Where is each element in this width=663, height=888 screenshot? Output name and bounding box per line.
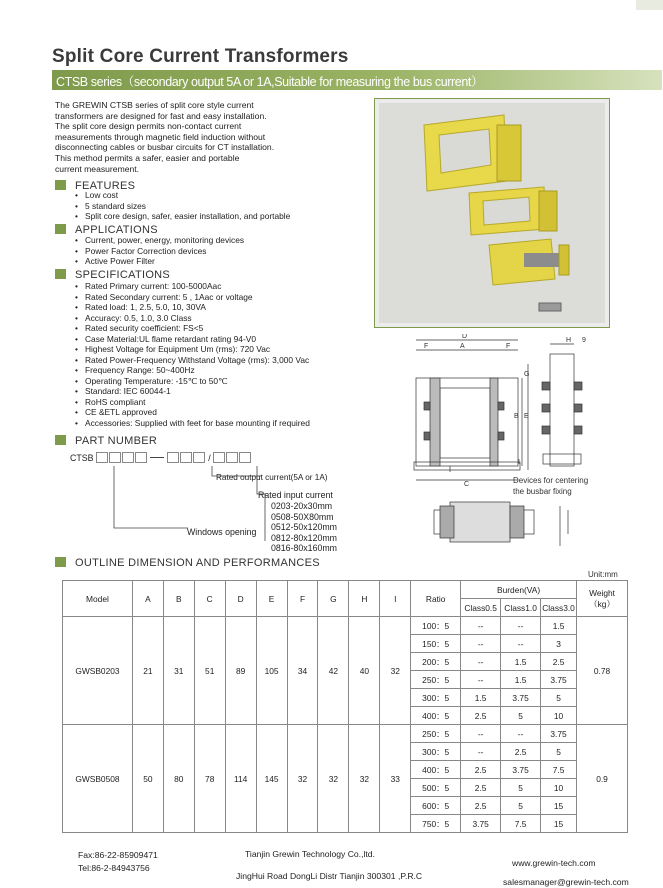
intro-line: measurements through magnetic field induction without (55, 131, 266, 142)
burden-cell: 1.5 (501, 653, 541, 671)
dim-cell: 32 (349, 725, 380, 833)
footer-tel: Tel:86-2-84943756 (78, 863, 150, 873)
col-header: H (349, 581, 380, 617)
class-header: Class0.5 (461, 599, 501, 617)
dim-cell: 40 (349, 617, 380, 725)
burden-cell: 15 (541, 797, 577, 815)
dim-cell: 80 (163, 725, 194, 833)
svg-text:F: F (424, 343, 429, 350)
svg-text:C: C (464, 481, 470, 488)
burden-cell: 3 (541, 635, 577, 653)
intro-line: This method permits a safer, easier and portable (55, 152, 240, 163)
list-item: • Rated security coefficient: FS<5 (75, 323, 310, 334)
burden-cell: 1.5 (461, 689, 501, 707)
burden-cell: 2.5 (461, 761, 501, 779)
dim-cell: 50 (132, 725, 163, 833)
dim-cell: 21 (132, 617, 163, 725)
windows-opening-label: Windows opening (187, 527, 257, 537)
burden-cell: 5 (541, 689, 577, 707)
part-number-heading-text: PART NUMBER (75, 435, 158, 447)
list-item: • Operating Temperature: -15℃ to 50℃ (75, 376, 310, 387)
list-item: • RoHS compliant (75, 397, 310, 408)
series-banner-text: CTSB series（secondary output 5A or 1A,Suitable for measuring the bus current） (56, 75, 484, 89)
window-size: 0816-80x160mm (271, 543, 338, 554)
devices-note-line: Devices for centering (513, 476, 589, 485)
window-size: 0512-50x120mm (271, 522, 338, 533)
model-cell: GWSB0508 (63, 725, 133, 833)
burden-header: Burden(VA) (461, 581, 577, 599)
weight-header-line: （kg） (589, 598, 615, 609)
section-square-icon (55, 180, 66, 190)
product-photo (374, 98, 610, 328)
burden-cell: 5 (501, 779, 541, 797)
dimension-diagram (410, 334, 610, 564)
window-size-list (271, 501, 337, 554)
ratio-cell: 600：5 (411, 797, 461, 815)
col-header: Model (63, 581, 133, 617)
list-item: • Rated Primary current: 100-5000Aac (75, 281, 310, 292)
list-item: • Accessories: Supplied with feet for base mounting if required (75, 418, 310, 429)
list-item: • Low cost (75, 190, 290, 201)
section-square-icon (55, 224, 66, 234)
list-item: • Case Material:UL flame retardant rating 94-V0 (75, 334, 310, 345)
specifications-heading (55, 269, 170, 281)
weight-cell: 0.78 (577, 617, 628, 725)
col-header: Ratio (411, 581, 461, 617)
col-header: F (287, 581, 318, 617)
col-header: I (380, 581, 411, 617)
burden-cell: 5 (541, 743, 577, 761)
list-item: • Rated Power-Frequency Withstand Voltage (rms): 3,000 Vac (75, 355, 310, 366)
dim-cell: 31 (163, 617, 194, 725)
dim-letter: D (462, 334, 468, 340)
product-photo-illustration (379, 103, 605, 323)
series-banner (52, 70, 662, 90)
table-row (63, 725, 628, 743)
class-header: Class3.0 (541, 599, 577, 617)
col-header: C (194, 581, 225, 617)
burden-cell: -- (501, 617, 541, 635)
list-item: • Rated Secondary current: 5 , 1Aac or voltage (75, 292, 310, 303)
model-cell: GWSB0203 (63, 617, 133, 725)
burden-cell: -- (461, 743, 501, 761)
col-header: E (256, 581, 287, 617)
weight-header-line: Weight (589, 587, 615, 598)
burden-cell: -- (501, 635, 541, 653)
burden-cell: 3.75 (501, 689, 541, 707)
col-header: G (318, 581, 349, 617)
devices-note-line: the busbar fixing (513, 486, 572, 496)
footer-fax: Fax:86-22-85909471 (78, 850, 158, 860)
features-list (75, 190, 290, 222)
list-item: • Current, power, energy, monitoring devices (75, 235, 244, 246)
dim-cell: 32 (318, 725, 349, 833)
burden-cell: 3.75 (461, 815, 501, 833)
burden-cell: 2.5 (461, 707, 501, 725)
col-header: A (132, 581, 163, 617)
specifications-list (75, 281, 310, 428)
intro-line: The split core design permits non-contact current (55, 121, 242, 132)
dim-cell: 51 (194, 617, 225, 725)
window-size: 0812-80x120mm (271, 532, 338, 543)
burden-cell: 10 (541, 707, 577, 725)
intro-line: The GREWIN CTSB series of split core style current (55, 100, 254, 110)
section-square-icon (55, 269, 66, 279)
burden-cell: -- (461, 653, 501, 671)
burden-cell: 7.5 (501, 815, 541, 833)
list-item: • Rated load: 1, 2.5, 5.0, 10, 30VA (75, 302, 310, 313)
outline-heading-text: OUTLINE DIMENSION AND PERFORMANCES (75, 557, 320, 569)
dim-cell: 32 (287, 725, 318, 833)
ratio-cell: 750：5 (411, 815, 461, 833)
rated-output-label: Rated output current(5A or 1A) (216, 473, 328, 482)
intro-paragraph (55, 100, 360, 174)
dim-cell: 78 (194, 725, 225, 833)
burden-cell: -- (461, 671, 501, 689)
svg-text:F: F (506, 343, 511, 350)
dim-cell: 34 (287, 617, 318, 725)
part-number-code: CTSB / (70, 452, 252, 463)
list-item: • CE &ETL approved (75, 407, 310, 418)
burden-cell: 1.5 (541, 617, 577, 635)
footer-company: Tianjin Grewin Technology Co.,ltd. (245, 849, 375, 859)
dim-cell: 42 (318, 617, 349, 725)
applications-heading-text: APPLICATIONS (75, 224, 158, 236)
table-row (63, 617, 628, 635)
svg-text:9: 9 (582, 337, 586, 344)
list-item: • Standard: IEC 60044-1 (75, 386, 310, 397)
list-item: • Power Factor Correction devices (75, 246, 244, 257)
burden-cell: -- (461, 725, 501, 743)
intro-line: current measurement. (55, 163, 140, 174)
list-item: • Frequency Range: 50~400Hz (75, 365, 310, 376)
ratio-cell: 250：5 (411, 725, 461, 743)
list-item: • Active Power Filter (75, 256, 244, 267)
dim-cell: 114 (225, 725, 256, 833)
part-number-prefix: CTSB (70, 453, 94, 463)
section-square-icon (55, 557, 66, 567)
weight-header (577, 581, 628, 617)
dim-cell: 33 (380, 725, 411, 833)
list-item: • Accuracy: 0.5, 1.0, 3.0 Class (75, 313, 310, 324)
burden-cell: 3.75 (541, 671, 577, 689)
svg-text:H: H (566, 337, 572, 344)
ratio-cell: 400：5 (411, 707, 461, 725)
burden-cell: 5 (501, 707, 541, 725)
devices-note (513, 476, 588, 497)
list-item: • 5 standard sizes (75, 201, 290, 212)
ratio-cell: 500：5 (411, 779, 461, 797)
burden-cell: -- (461, 617, 501, 635)
col-header: D (225, 581, 256, 617)
section-square-icon (55, 435, 66, 445)
burden-cell: -- (501, 725, 541, 743)
svg-text:I: I (518, 459, 520, 466)
svg-text:B: B (514, 413, 519, 420)
dim-cell: 145 (256, 725, 287, 833)
svg-text:A: A (460, 343, 465, 350)
burden-cell: 3.75 (501, 761, 541, 779)
svg-text:G: G (524, 371, 530, 378)
burden-cell: 2.5 (461, 779, 501, 797)
ratio-cell: 100：5 (411, 617, 461, 635)
footer-email-link[interactable]: salesmanager@grewin-tech.com (503, 877, 629, 887)
ratio-cell: 250：5 (411, 671, 461, 689)
corner-decoration (636, 0, 663, 10)
window-size: 0203-20x30mm (271, 501, 333, 511)
burden-cell: 7.5 (541, 761, 577, 779)
intro-line: transformers are designed for fast and easy installation. (55, 110, 267, 121)
ratio-cell: 400：5 (411, 761, 461, 779)
burden-cell: 2.5 (541, 653, 577, 671)
ratio-cell: 150：5 (411, 635, 461, 653)
unit-label: Unit:mm (588, 570, 618, 579)
dim-cell: 32 (380, 617, 411, 725)
burden-cell: 2.5 (501, 743, 541, 761)
ratio-cell: 300：5 (411, 743, 461, 761)
dim-cell: 105 (256, 617, 287, 725)
burden-cell: 10 (541, 779, 577, 797)
list-item: • Split core design, safer, easier installation, and portable (75, 211, 290, 222)
svg-text:E: E (524, 413, 529, 420)
list-item: • Highest Voltage for Equipment Um (rms): 720 Vac (75, 344, 310, 355)
footer-address: JingHui Road DongLi Distr Tianjin 300301 ,P.R.C (236, 871, 423, 881)
ratio-cell: 300：5 (411, 689, 461, 707)
ratio-cell: 200：5 (411, 653, 461, 671)
outline-table (62, 580, 628, 833)
page-title: Split Core Current Transformers (52, 46, 349, 67)
outline-heading (55, 557, 320, 569)
footer-website-link[interactable]: www.grewin-tech.com (512, 858, 596, 868)
rated-input-label: Rated input current (258, 490, 333, 500)
burden-cell: 15 (541, 815, 577, 833)
burden-cell: -- (461, 635, 501, 653)
intro-line: disconnecting cables or busbar circuits for CT installation. (55, 142, 275, 153)
features-heading-text: FEATURES (75, 180, 136, 192)
burden-cell: 1.5 (501, 671, 541, 689)
col-header: B (163, 581, 194, 617)
class-header: Class1.0 (501, 599, 541, 617)
burden-cell: 5 (501, 797, 541, 815)
dim-cell: 89 (225, 617, 256, 725)
burden-cell: 3.75 (541, 725, 577, 743)
weight-cell: 0.9 (577, 725, 628, 833)
window-size: 0508-50X80mm (271, 511, 334, 522)
specifications-heading-text: SPECIFICATIONS (75, 269, 171, 281)
applications-list (75, 235, 244, 267)
part-number-heading (55, 435, 157, 447)
burden-cell: 2.5 (461, 797, 501, 815)
